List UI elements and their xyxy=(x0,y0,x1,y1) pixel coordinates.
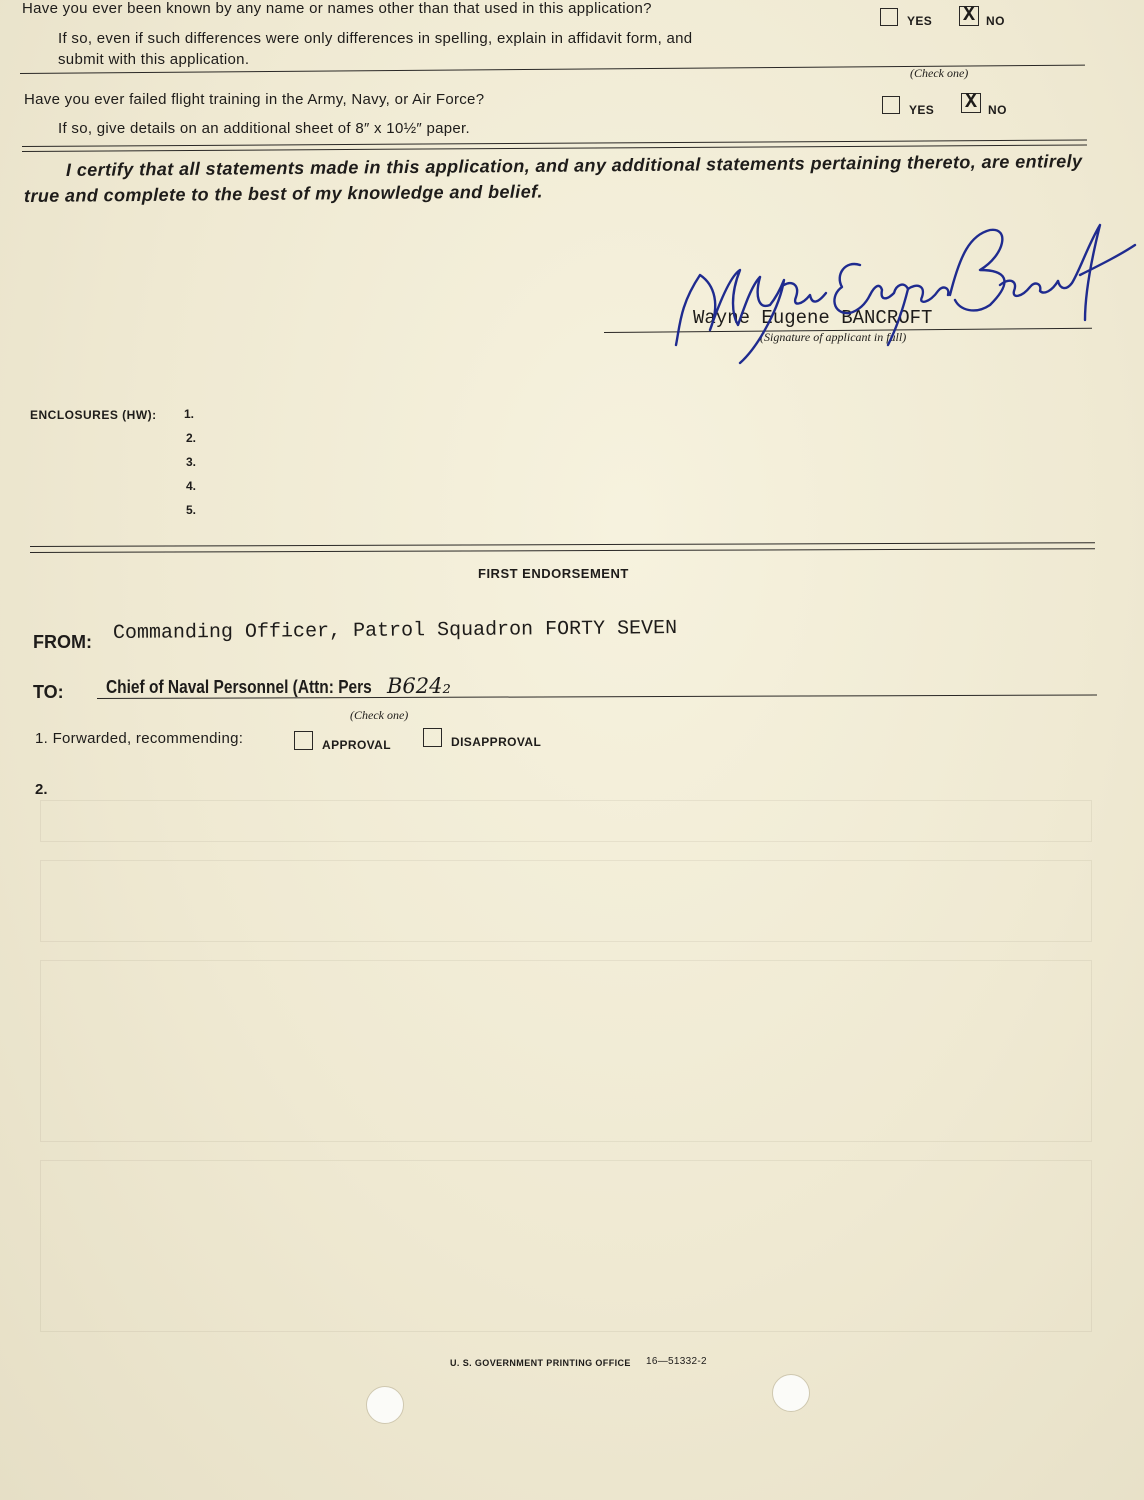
q1-no-checkbox[interactable]: X xyxy=(959,6,979,26)
endorsement-heading: FIRST ENDORSEMENT xyxy=(478,566,629,581)
form-number: 16—51332-2 xyxy=(646,1356,707,1367)
approval-checkbox[interactable] xyxy=(294,731,313,750)
forwarded-recommending: 1. Forwarded, recommending: xyxy=(35,730,244,747)
enclosure-item: 5. xyxy=(186,503,197,517)
question-1-instruction-cont: submit with this application. xyxy=(58,51,250,68)
bleed-through-row xyxy=(40,860,1092,942)
signature-caption: (Signature of applicant in full) xyxy=(760,330,907,344)
section-divider-bottom xyxy=(30,548,1095,553)
from-label: FROM: xyxy=(33,632,92,652)
enclosure-item: 3. xyxy=(186,455,197,469)
from-value: Commanding Officer, Patrol Squadron FORTY SEVEN xyxy=(112,617,678,645)
printing-office: U. S. GOVERNMENT PRINTING OFFICE xyxy=(450,1358,631,1368)
section-divider-top xyxy=(30,542,1095,547)
question-2-text: Have you ever failed flight training in the Army, Navy, or Air Force? xyxy=(24,91,485,108)
approval-label: APPROVAL xyxy=(322,738,391,752)
disapproval-label: DISAPPROVAL xyxy=(451,735,542,749)
q1-yes-checkbox[interactable] xyxy=(880,8,898,26)
q2-yes-checkbox[interactable] xyxy=(882,96,900,114)
q1-yes-label: YES xyxy=(907,14,933,28)
disapproval-checkbox[interactable] xyxy=(423,728,442,747)
to-handwritten-code: B624₂ xyxy=(387,674,451,698)
q2-yes-label: YES xyxy=(909,103,935,117)
check-one-note: (Check one) xyxy=(350,708,409,722)
question-2-instruction: If so, give details on an additional sheet of 8″ x 10½″ paper. xyxy=(58,120,470,137)
bleed-through-row xyxy=(40,800,1092,842)
punch-hole xyxy=(772,1374,810,1412)
question-1-text: Have you ever been known by any name or names other than that used in this application? xyxy=(22,0,652,17)
handwritten-signature xyxy=(660,215,1140,375)
check-one-note: (Check one) xyxy=(910,66,969,80)
question-1-instruction: If so, even if such differences were only differences in spelling, explain in affidavit form, and xyxy=(58,30,693,47)
q1-no-label: NO xyxy=(986,14,1005,28)
certification-line-1: I certify that all statements made in this application, and any additional statements pertaining thereto, are entirely xyxy=(65,151,1083,180)
q2-no-label: NO xyxy=(988,103,1007,117)
to-value: Chief of Naval Personnel (Attn: Pers xyxy=(106,677,372,697)
punch-hole xyxy=(366,1386,404,1424)
to-label: TO: xyxy=(33,682,64,702)
enclosure-item: 1. xyxy=(184,407,195,421)
item-2-label: 2. xyxy=(35,781,48,798)
bleed-through-row xyxy=(40,960,1092,1142)
q2-no-checkbox[interactable]: X xyxy=(961,93,981,113)
enclosure-item: 2. xyxy=(186,431,197,445)
bleed-through-row xyxy=(40,1160,1092,1332)
enclosures-label: ENCLOSURES (HW): xyxy=(30,408,157,422)
typed-applicant-name: Wayne Eugene BANCROFT xyxy=(693,307,933,329)
certification-line-2: true and complete to the best of my knowledge and belief. xyxy=(23,181,543,206)
enclosure-item: 4. xyxy=(186,479,197,493)
